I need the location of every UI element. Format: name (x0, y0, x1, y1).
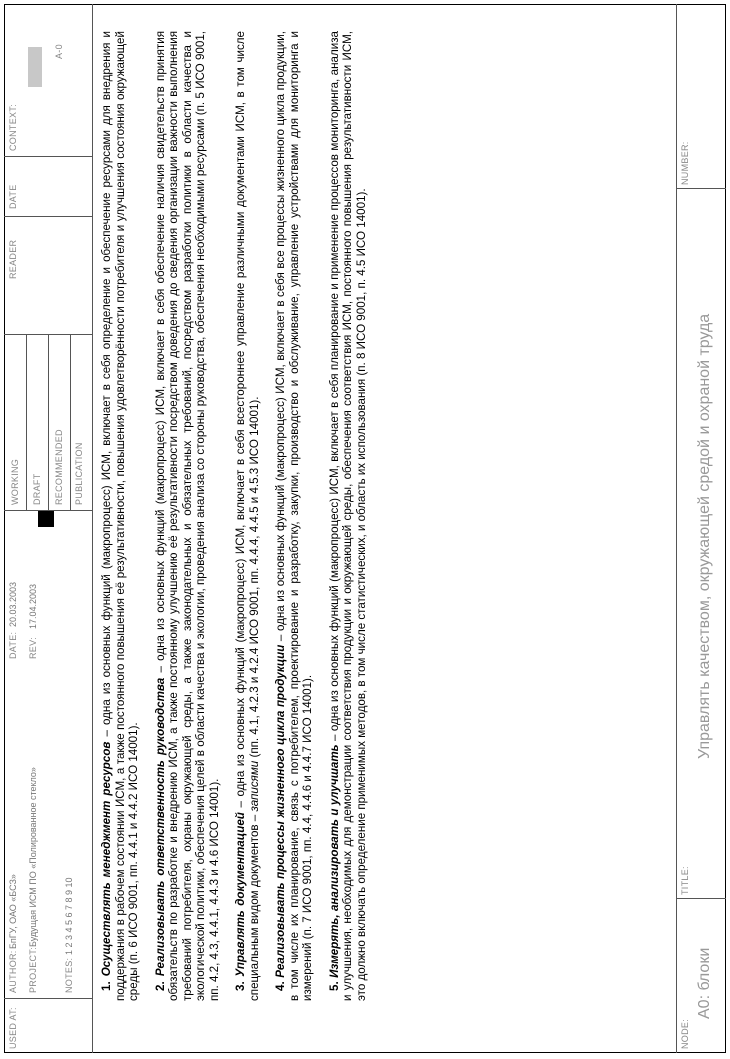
status-working: WORKING (10, 458, 20, 505)
paragraph-4 (274, 31, 315, 1001)
status-draft: DRAFT (32, 473, 42, 505)
paragraph-title: Управлять документацией (234, 812, 247, 977)
paragraph-title: Реализовывать процессы жизненного цикла продукции (274, 644, 287, 978)
date-divider (4, 156, 92, 157)
paragraph-text: – одна из основных функций (макропроцесс) ИСМ, включает в себя планирование и применение процессов мониторинга, анализа и улучшения, необходимых для демонстрации соответствия продукции и окружающей среды, обеспечения соответствия ИСМ, постоянного повышения результативности ИСМ, это должно включать определение применимых методов, в том числе статистических, и область их использования (п. 8 ИСО 9001, п. 4.5 ИСО 14001). (327, 31, 368, 1001)
title-divider (676, 188, 726, 189)
status-recommended: RECOMMENDED (54, 429, 64, 505)
node-divider (676, 898, 726, 899)
footer-top-rule (676, 4, 677, 1053)
paragraph-text: – одна из основных функций (макропроцесс) ИСМ, включает в себя обеспечение наличия свидетельств принятия обязательств по разработке и внедрению ИСМ, а также постоянному улучшению её результативности посредством доведения до сведения организации важности выполнения требований потребителя, охраны окружающей среды, а также законодательных и обязательных требований, посредством разработки политики в области качества и экологической политики, обеспечения целей в области качества и экологии, проведения анализа со стороны руководства, обеспечения необходимыми ресурсами (п. 5 ИСО 9001, пп. 4.2, 4.3, 4.4.1, 4.4.3 и 4.6 ИСО 14001). (153, 31, 221, 1001)
date2-label: DATE (8, 184, 18, 209)
status-row-1 (26, 335, 27, 511)
used-at-label: USED AT: (8, 1007, 18, 1049)
notes-value: 1 2 3 4 5 6 7 8 9 10 (64, 877, 74, 955)
header-bottom-rule (92, 4, 93, 1053)
project-value: Будущая ИСМ ПО «Полированное стекло» (28, 767, 38, 947)
paragraph-number: 1. (100, 981, 113, 991)
used-at-divider (4, 998, 92, 999)
paragraph-title: Реализовывать ответственность руководства (153, 677, 167, 977)
document-body (100, 31, 381, 1001)
number-label: NUMBER: (680, 141, 690, 185)
node-value: A0: блоки (696, 947, 713, 1019)
paragraph-title: Осуществлять менеджмент ресурсов (100, 741, 113, 977)
node-label: NODE: (680, 1018, 690, 1049)
paragraph-number: 4. (274, 981, 287, 991)
context-code: A-0 (54, 44, 64, 59)
status-publication: PUBLICATION (74, 442, 84, 505)
paragraph-5 (328, 31, 369, 1001)
status-marker (38, 511, 54, 527)
context-thumbnail (28, 47, 42, 87)
reader-label: READER (8, 239, 18, 279)
status-row-3 (70, 335, 71, 511)
paragraph-text: – одна из основных функций (макропроцесс) ИСМ, включает в себя все процессы жизненного цикла продукции, в том числе их планирование, связь с потребителем, проектирование и разработку, закупки, производство и обслуживание, управление устройствами для мониторинга и измерений (п. 7 ИСО 9001, пп. 4.4, 4.4.6 и 4.4.7 ИСО 14001). (274, 31, 314, 1001)
paragraph-number: 2. (153, 981, 167, 991)
paragraph-2 (154, 31, 222, 1001)
date-value: 20.03.2003 (8, 581, 18, 627)
paragraph-text: – одна из основных функций (макропроцесс) ИСМ, включает в себя определение и обеспечение ресурсами для внедрения и поддержания в рабочем состоянии ИСМ, а также постоянного повышения её результативности, повышения удовлетворённости потребителя и улучшения состояния окружающей среды (п. 6 ИСО 9001, пп. 4.4.1 и 4.4.2 ИСО 14001). (100, 31, 140, 1001)
title-label: TITLE: (680, 866, 690, 895)
status-row-2 (48, 335, 49, 511)
rev-label: REV: (28, 637, 38, 659)
paragraph-text-post: (пп. 4.1, 4.2.3 и 4.2.4 ИСО 9001, пп. 4.4.4, 4.4.5 и 4.5.3 ИСО 14001). (247, 396, 261, 761)
author-value: БпГУ, ОАО «БСЗ» (8, 874, 18, 949)
paragraph-number: 3. (234, 981, 247, 991)
document-title: Управлять качеством, окружающей средой и охраной труда (696, 313, 713, 759)
paragraph-italic-term: записями (247, 760, 261, 812)
reader-divider (4, 216, 92, 217)
rev-value: 17.04.2003 (28, 583, 38, 629)
paragraph-1 (100, 31, 141, 1001)
paragraph-text-pre: – одна из основных функций (макропроцесс) ИСМ, включает в себя всестороннее управление различными документами ИСМ, в том числе специальным видом документов – (234, 31, 261, 1001)
project-label: PROJECT: (28, 947, 38, 993)
paragraph-title: Измерять, анализировать и улучшать (327, 744, 341, 978)
author-label: AUTHOR: (8, 950, 18, 993)
context-label: CONTEXT: (8, 104, 18, 151)
date-label: DATE: (8, 631, 18, 659)
paragraph-3 (234, 31, 261, 1001)
notes-label: NOTES: (64, 957, 74, 993)
paragraph-number: 5. (327, 981, 341, 991)
